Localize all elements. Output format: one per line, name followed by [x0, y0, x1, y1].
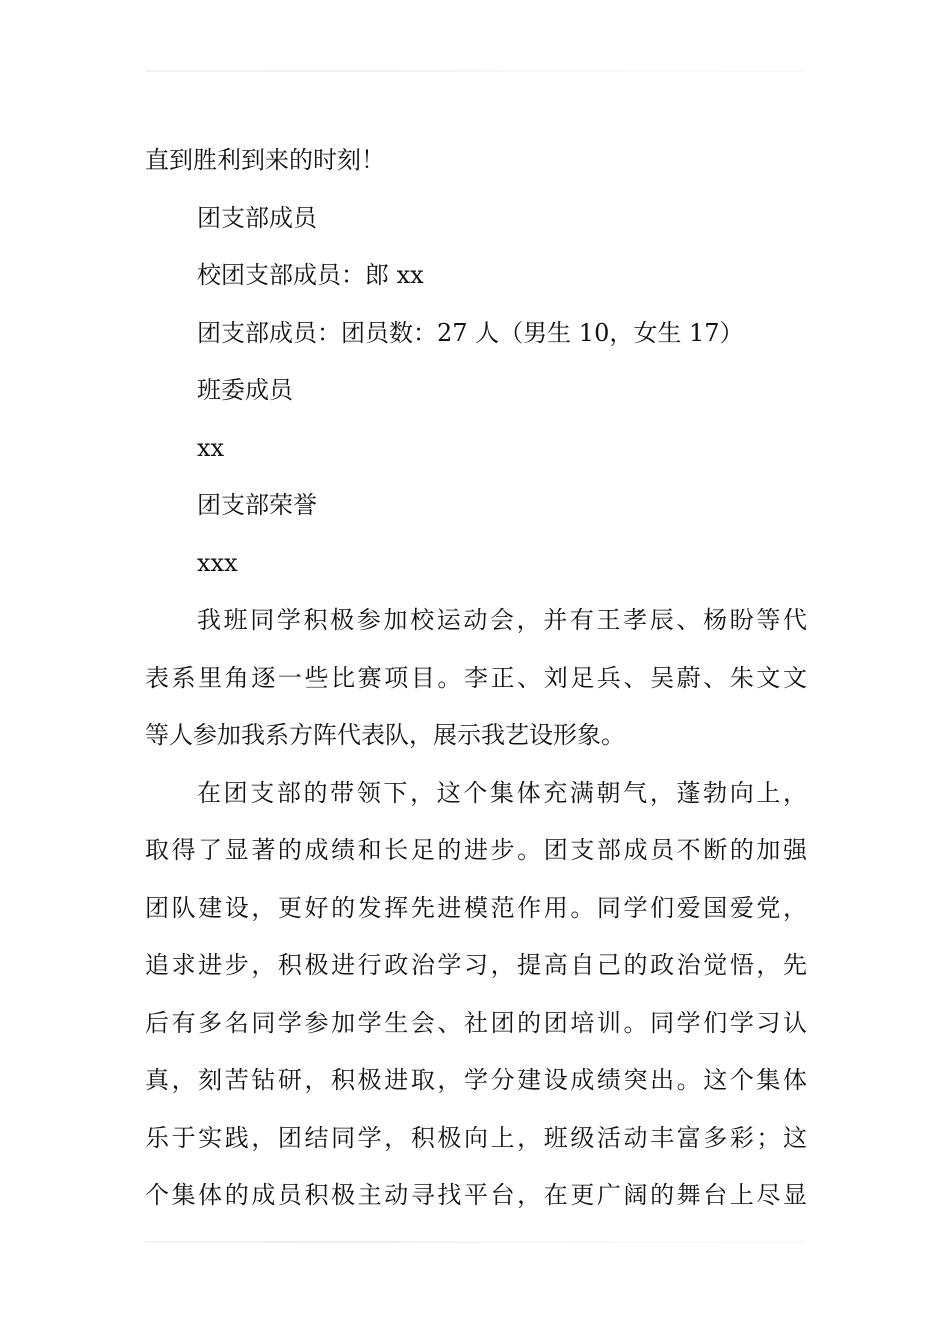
section-heading-committee: 班委成员 [197, 376, 293, 404]
header-rule [145, 70, 805, 72]
text-line-1: 直到胜利到来的时刻！ [145, 146, 385, 174]
footer-rule [145, 1241, 805, 1243]
text-line-honors-names: xxx [197, 548, 238, 577]
text-line-member-count: 团支部成员：团员数：27 人（男生 10，女生 17） [197, 318, 744, 347]
paragraph-2-line-8: 个集体的成员积极主动寻找平台，在更广阔的舞台上尽显 [145, 1181, 807, 1209]
text-line-committee-names: xx [197, 433, 225, 462]
paragraph-2-line-7: 乐于实践，团结同学，积极向上，班级活动丰富多彩；这 [145, 1123, 807, 1152]
document-body [145, 132, 807, 1225]
paragraph-1-line-2: 表系里角逐一些比赛项目。李正、刘足兵、吴蔚、朱文文 [145, 663, 807, 692]
paragraph-2-line-4: 追求进步，积极进行政治学习，提高自己的政治觉悟，先 [145, 951, 807, 979]
paragraph-1-line-1: 我班同学积极参加校运动会，并有王孝辰、杨盼等代 [197, 606, 807, 634]
section-heading-honors: 团支部荣誉 [197, 491, 317, 519]
paragraph-2-line-3: 团队建设，更好的发挥先进模范作用。同学们爱国爱党， [145, 893, 807, 922]
paragraph-2-line-5: 后有多名同学参加学生会、社团的团培训。同学们学习认 [145, 1008, 807, 1037]
section-heading-members: 团支部成员 [197, 203, 317, 232]
paragraph-1-line-3: 等人参加我系方阵代表队，展示我艺设形象。 [145, 721, 625, 749]
paragraph-2-line-2: 取得了显著的成绩和长足的进步。团支部成员不断的加强 [145, 836, 807, 864]
paragraph-2-line-6: 真，刻苦钻研，积极进取，学分建设成绩突出。这个集体 [145, 1066, 807, 1094]
text-line-school-member: 校团支部成员：郎 xx [197, 261, 424, 289]
paragraph-2-line-1: 在团支部的带领下，这个集体充满朝气，蓬勃向上， [197, 778, 807, 807]
